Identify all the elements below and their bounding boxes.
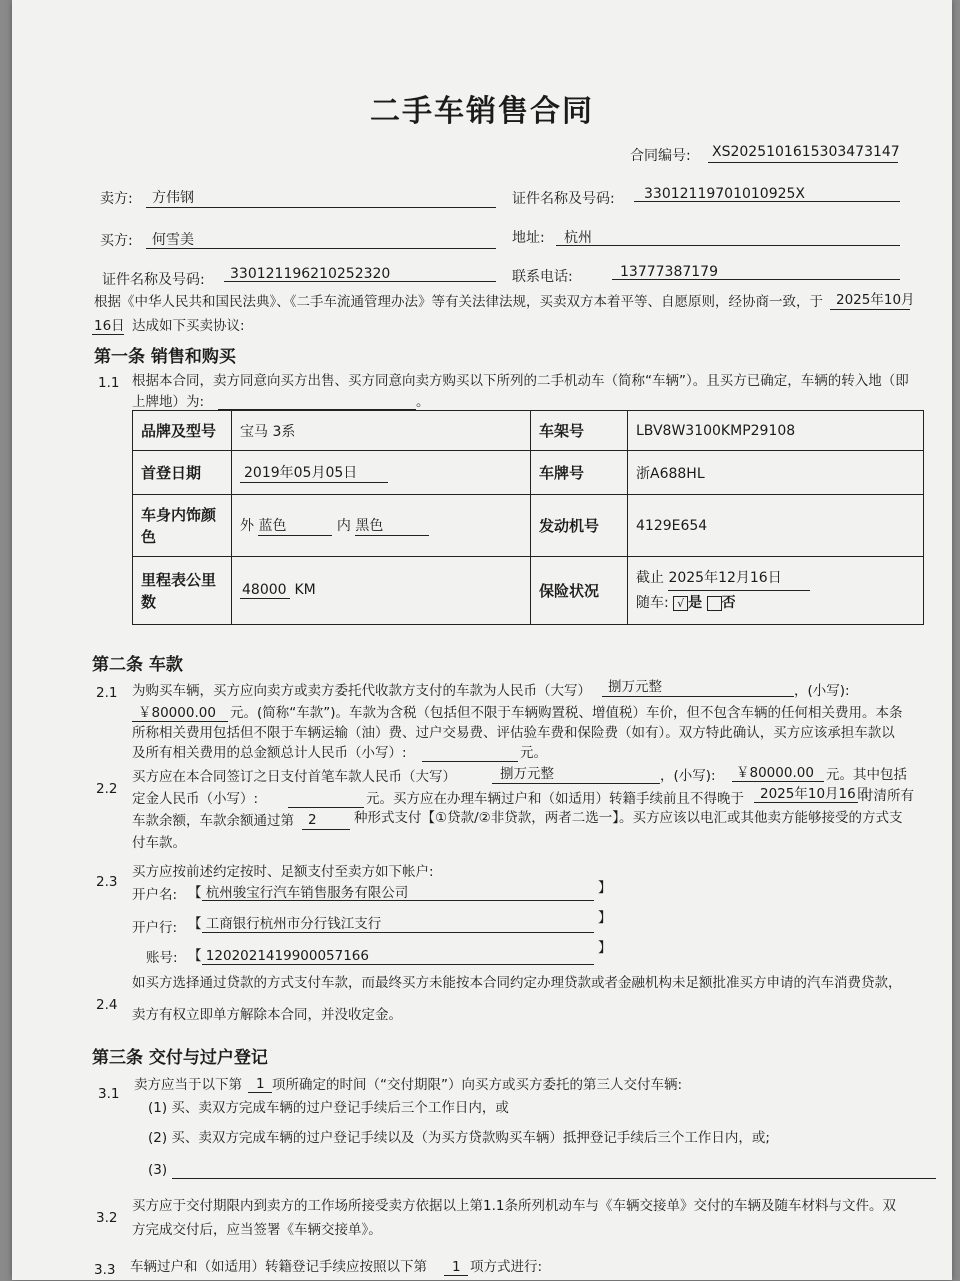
brand-value: 宝马 3系 <box>232 411 531 451</box>
intro-line1: 根据《中华人民共和国民法典》、《二手车流通管理办法》等有关法律法规，买卖双方本着平等、自愿原则，经协商一致，于 <box>94 294 823 310</box>
clause-3-3-number: 3.3 <box>94 1262 116 1278</box>
buyer-id-label: 证件名称及号码: <box>102 272 205 288</box>
clause-2-1-line3: 所称相关费用包括但不限于车辆运输（油）费、过户交易费、评估验车费和保险费（如有）。双方特此确认，买方应该承担车款以 <box>132 725 895 741</box>
bank-label: 开户行: <box>132 920 178 936</box>
int-color-value: 黑色 <box>355 515 429 536</box>
color-label-2: 色 <box>141 527 157 546</box>
buyer-label: 买方: <box>100 233 133 249</box>
reg-date-value: 2019年05月05日 <box>240 462 388 483</box>
intro-line2: 达成如下买卖协议: <box>132 318 245 334</box>
clause-3-3-text-b: 项方式进行: <box>470 1259 543 1275</box>
intro-date-b: 16日 <box>94 318 125 334</box>
page-title: 二手车销售合同 <box>370 94 594 129</box>
clause-2-3-number: 2.3 <box>96 874 118 890</box>
clause-3-2-line1: 买方应于交付期限内到卖方的工作场所接受卖方依据以上第1.1条所列机动车与《车辆交接单》交付的车辆及随车材料与文件。双 <box>132 1198 896 1214</box>
clause-3-1-number: 3.1 <box>98 1086 120 1102</box>
brand-label: 品牌及型号 <box>133 411 232 451</box>
clause-2-1-line2: 元。(简称“车款”)。车款为含税（包括但不限于车辆购置税、增值税）车价，但不包含车辆的任何相关费用。本条 <box>230 705 903 721</box>
seller-id-label: 证件名称及号码: <box>512 191 615 207</box>
clause-1-1-line2: 上牌地）为: <box>132 394 205 410</box>
clause-2-1-line4: 及所有相关费用的总金额总计人民币（小写）: <box>132 745 407 761</box>
account-name-value: 杭州骏宝行汽车销售服务有限公司 <box>205 885 409 901</box>
clause-2-4-number: 2.4 <box>96 997 118 1013</box>
clause-2-2-line2b: 元。买方应在办理车辆过户和（如适用）转籍手续前且不得晚于 <box>366 791 744 807</box>
clause-2-2-incl: 元。其中包括 <box>826 767 907 783</box>
clause-2-1-small: ，(小写): <box>794 683 850 699</box>
ext-color-label: 外 <box>240 518 254 534</box>
engine-value: 4129E654 <box>628 495 924 557</box>
first-payment-numeric: ￥80000.00 <box>736 765 814 781</box>
with-car-label: 随车: <box>636 595 669 611</box>
clause-2-2-pay-all: 付清所有 <box>860 788 914 804</box>
bank-value: 工商银行杭州市分行钱江支行 <box>205 916 382 932</box>
clause-3-3-text-a: 车辆过户和（如适用）转籍登记手续应按照以下第 <box>130 1259 427 1275</box>
mileage-label-2: 数 <box>141 592 157 611</box>
insurance-label: 保险状况 <box>531 557 628 625</box>
account-no-label: 账号: <box>146 950 178 966</box>
insurance-until-value: 2025年12月16日 <box>668 566 810 591</box>
clause-2-2-line1: 买方应在本合同签订之日支付首笔车款人民币（大写） <box>132 769 456 785</box>
buyer-addr-label: 地址: <box>512 230 545 246</box>
clause-2-1-end: 元。 <box>520 745 547 761</box>
mileage-value: 48000 <box>240 582 290 599</box>
clause-2-1-number: 2.1 <box>96 685 118 701</box>
contract-no-label: 合同编号: <box>630 148 691 164</box>
clause-1-1-line1: 根据本合同，卖方同意向买方出售、买方同意向卖方购买以下所列的二手机动车（简称“车辆”）。且买方已确定，车辆的转入地（即 <box>132 373 909 389</box>
clause-2-4-line2: 卖方有权立即单方解除本合同，并没收定金。 <box>132 1007 402 1023</box>
contract-no-value: XS20251016153034731​47 <box>712 144 900 160</box>
ext-color-value: 蓝色 <box>258 515 332 536</box>
delivery-option-1: (1) 买、卖双方完成车辆的过户登记手续后三个工作日内，或 <box>148 1100 509 1116</box>
mileage-label-1: 里程表公里 <box>141 570 217 589</box>
intro-date-a: 2025年10月 <box>836 292 915 308</box>
clause-3-2-number: 3.2 <box>96 1210 118 1226</box>
delivery-item: 1 <box>256 1076 265 1092</box>
yes-checkbox[interactable]: √ <box>673 596 688 611</box>
int-color-label: 内 <box>336 518 351 534</box>
buyer-id-value: 330121196210252320 <box>230 266 391 282</box>
clause-2-2-line4: 付车款。 <box>132 835 186 851</box>
account-no-value: 1202021419900057166 <box>205 948 369 964</box>
vin-label: 车架号 <box>531 411 628 451</box>
buyer-addr-value: 杭州 <box>564 230 592 246</box>
section1-heading: 第一条 销售和购买 <box>94 347 236 367</box>
yes-label: 是 <box>688 595 703 611</box>
color-label-1: 车身内饰颜 <box>141 505 217 524</box>
clause-2-2-line2: 定金人民币（小写）: <box>132 791 259 807</box>
seller-label: 卖方: <box>100 191 133 207</box>
reg-date-label: 首登日期 <box>133 451 232 495</box>
delivery-option-3: (3) <box>148 1162 168 1178</box>
clause-2-2-number: 2.2 <box>96 781 118 797</box>
vehicle-table <box>132 410 924 625</box>
vin-value: LBV8W3100KMP29108 <box>628 411 924 451</box>
clause-1-1-end: 。 <box>416 394 430 410</box>
clause-3-2-line2: 方完成交付后，应当签署《车辆交接单》。 <box>132 1222 382 1238</box>
seller-name: 方伟钢 <box>152 190 194 206</box>
insurance-until-label: 截止 <box>636 570 664 586</box>
buyer-name: 何雪美 <box>152 232 194 248</box>
section2-heading: 第二条 车款 <box>92 655 183 675</box>
clause-2-2-line3b: 种形式支付【①贷款/②非贷款，两者二选一】。买方应该以电汇或其他卖方能够接受的方式支 <box>354 810 903 826</box>
mileage-unit: KM <box>294 582 316 598</box>
buyer-phone-value: 13777387179 <box>620 264 718 280</box>
clause-2-2-small: ，(小写): <box>660 768 716 784</box>
clause-3-1-text-a: 卖方应当于以下第 <box>134 1077 242 1093</box>
no-label: 否 <box>721 595 736 611</box>
clause-3-1-text-b: 项所确定的时间（“交付期限”）向买方或买方委托的第三人交付车辆: <box>272 1077 683 1093</box>
clause-2-3-text: 买方应按前述约定按时、足额支付至卖方如下帐户: <box>132 864 434 880</box>
clause-1-1-number: 1.1 <box>98 375 120 391</box>
payment-method: 2 <box>308 812 317 828</box>
first-payment-chinese: 捌万元整 <box>500 766 554 782</box>
buyer-phone-label: 联系电话: <box>512 269 573 285</box>
plate-value: 浙A688HL <box>628 451 924 495</box>
contract-page: 二手车销售合同 合同编号: XS20251016153034731​47 卖方: 方伟钢 证件名称及号码: 33012119701010925X 买方: 何雪美 地址: 杭州 证件名称及号码: 330121196210252320 联系电话: 13777387179 根据《中华人民共和国民法典》、《二手车流通管理办法》等有关法律法规，买卖双方本着平等、自愿原则，经协商一致，于 2025年10月 16日 达成如下买卖协议: 第一条 销售和购买 1.1 根据本合同，卖方同意向买方出售、买方同意向卖方购买以下所列的二手机动车（简称“车辆”）。且买方已确定，车辆的转入地（即 上牌地）为: 。 品牌及型号 宝马 3系 车架号 LBV8W3100KMP29108 首登日期 2019年05月05日 车牌号 浙A688HL 车身内饰颜 色 外 蓝色 内 黑色 发动机号 4129E654 里程表公里 数 48000 KM 保险状况 截止 2025年12月16日 随车: √ 是 否 第二条 车款 2.1 为购买车辆，买方应向卖方或卖方委托代收款方支付的车款为人民币（大写） 捌万元整 ，(小写): ￥80000.00 元。(简称“车款”)。车款为含税（包括但不限于车辆购置税、增值税）车价，但不包含车辆的任何相关费用。本条 所称相关费用包括但不限于车辆运输（油）费、过户交易费、评估验车费和保险费（如有）。双方特此确认，买方应该承担车款以 及所有相关费用的总金额总计人民币（小写）: 元。 2.2 买方应在本合同签订之日支付首笔车款人民币（大写） 捌万元整 ，(小写): ￥80000.00 元。其中包括 定金人民币（小写）: 元。买方应在办理车辆过户和（如适用）转籍手续前且不得晚于 2025年10月16日 付清所有 车款余额，车款余额通过第 2 种形式支付【①贷款/②非贷款，两者二选一】。买方应该以电汇或其他卖方能够接受的方式支 付车款。 2.3 买方应按前述约定按时、足额支付至卖方如下帐户: 开户名: 【 杭州骏宝行汽车销售服务有限公司 】 开户行: 【 工商银行杭州市分行钱江支行 】 账号: 【 1202021419900057166 】 2.4 如买方选择通过贷款的方式支付车款，而最终买方未能按本合同约定办理贷款或者金融机构未足额批准买方申请的汽车消费贷款， 卖方有权立即单方解除本合同，并没收定金。 第三条 交付与过户登记 3.1 卖方应当于以下第 1 项所确定的时间（“交付期限”）向买方或买方委托的第三人交付车辆: (1) 买、卖双方完成车辆的过户登记手续后三个工作日内，或 (2) 买、卖双方完成车辆的过户登记手续以及（为买方贷款购买车辆）抵押登记手续后三个工作日内，或; (3) 3.2 买方应于交付期限内到卖方的工作场所接受卖方依据以上第1.1条所列机动车与《车辆交接单》交付的车辆及随车材料与文件。双 方完成交付后，应当签署《车辆交接单》。 3.3 车辆过户和（如适用）转籍登记手续应按照以下第 1 项方式进行: <box>12 0 952 1280</box>
amount-numeric: ￥80000.00 <box>138 705 216 721</box>
clause-2-4-line1: 如买方选择通过贷款的方式支付车款，而最终买方未能按本合同约定办理贷款或者金融机构未足额批准买方申请的汽车消费贷款， <box>132 975 902 991</box>
transfer-item: 1 <box>452 1259 461 1275</box>
section3-heading: 第三条 交付与过户登记 <box>92 1048 268 1068</box>
payment-deadline: 2025年10月16日 <box>760 786 870 802</box>
plate-label: 车牌号 <box>531 451 628 495</box>
clause-2-2-line3: 车款余额，车款余额通过第 <box>132 813 294 829</box>
account-name-label: 开户名: <box>132 887 178 903</box>
engine-label: 发动机号 <box>531 495 628 557</box>
no-checkbox[interactable] <box>707 596 722 611</box>
delivery-option-2: (2) 买、卖双方完成车辆的过户登记手续以及（为买方贷款购买车辆）抵押登记手续后三个工作日内，或; <box>148 1130 770 1146</box>
clause-2-1-line1: 为购买车辆，买方应向卖方或卖方委托代收款方支付的车款为人民币（大写） <box>132 683 591 699</box>
seller-id-value: 33012119701010925X <box>644 186 806 202</box>
amount-chinese: 捌万元整 <box>608 679 662 695</box>
